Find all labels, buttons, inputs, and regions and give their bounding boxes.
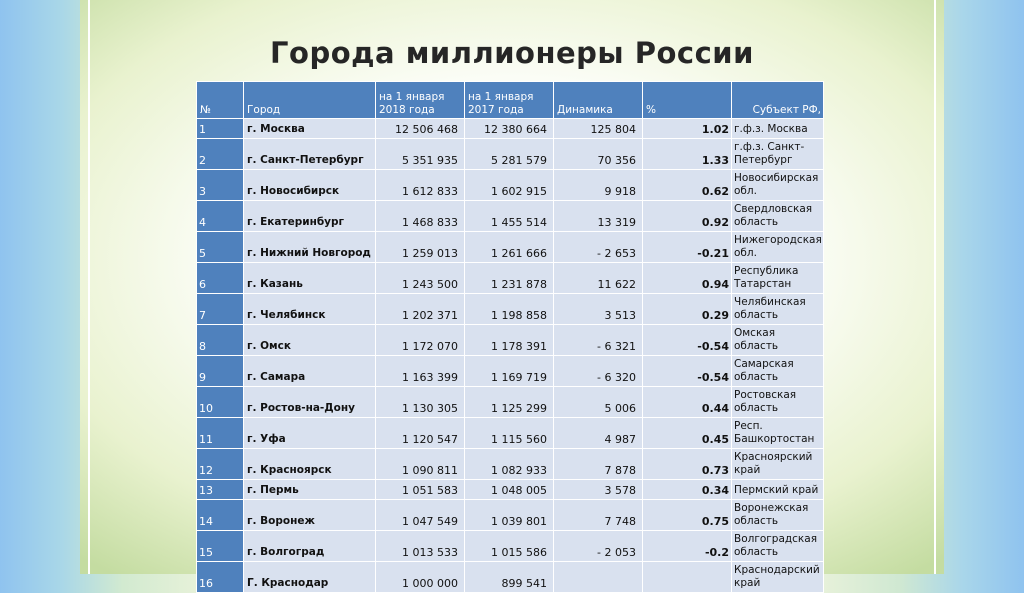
population-2018: 1 612 833 bbox=[376, 170, 465, 201]
row-number: 12 bbox=[197, 449, 244, 480]
federal-subject: Свердловская область bbox=[732, 201, 824, 232]
table-row bbox=[197, 139, 824, 170]
header-pop-2018-line1: на 1 января bbox=[379, 91, 445, 103]
population-2017: 5 281 579 bbox=[465, 139, 554, 170]
row-number: 15 bbox=[197, 531, 244, 562]
population-2018: 1 120 547 bbox=[376, 418, 465, 449]
table-row bbox=[197, 201, 824, 232]
row-number: 16 bbox=[197, 562, 244, 593]
row-number: 6 bbox=[197, 263, 244, 294]
federal-subject: Красноярский край bbox=[732, 449, 824, 480]
city-name: г. Уфа bbox=[244, 418, 376, 449]
table-row bbox=[197, 531, 824, 562]
table-row bbox=[197, 418, 824, 449]
population-2018: 1 259 013 bbox=[376, 232, 465, 263]
row-number: 14 bbox=[197, 500, 244, 531]
population-2017: 1 602 915 bbox=[465, 170, 554, 201]
population-percent bbox=[643, 562, 732, 593]
population-2017: 1 261 666 bbox=[465, 232, 554, 263]
federal-subject: Омская область bbox=[732, 325, 824, 356]
row-number: 2 bbox=[197, 139, 244, 170]
population-percent: 0.29 bbox=[643, 294, 732, 325]
row-number: 1 bbox=[197, 119, 244, 139]
population-dynamics: - 2 053 bbox=[554, 531, 643, 562]
federal-subject: Республика Татарстан bbox=[732, 263, 824, 294]
population-dynamics bbox=[554, 562, 643, 593]
federal-subject: Нижегородская обл. bbox=[732, 232, 824, 263]
population-dynamics: - 6 320 bbox=[554, 356, 643, 387]
population-percent: -0.54 bbox=[643, 356, 732, 387]
federal-subject: г.ф.з. Санкт-Петербург bbox=[732, 139, 824, 170]
city-name: г. Новосибирск bbox=[244, 170, 376, 201]
city-name: г. Челябинск bbox=[244, 294, 376, 325]
population-2017: 1 455 514 bbox=[465, 201, 554, 232]
table-row bbox=[197, 449, 824, 480]
header-subject: Субъект РФ, bbox=[732, 82, 824, 119]
federal-subject: Респ. Башкортостан bbox=[732, 418, 824, 449]
table-row bbox=[197, 480, 824, 500]
header-pop-2017-line2: 2017 года bbox=[468, 104, 524, 116]
population-2017: 1 048 005 bbox=[465, 480, 554, 500]
population-percent: 0.45 bbox=[643, 418, 732, 449]
population-percent: 0.34 bbox=[643, 480, 732, 500]
population-2018: 1 000 000 bbox=[376, 562, 465, 593]
population-dynamics: 5 006 bbox=[554, 387, 643, 418]
city-name: г. Омск bbox=[244, 325, 376, 356]
population-percent: -0.54 bbox=[643, 325, 732, 356]
population-percent: 1.33 bbox=[643, 139, 732, 170]
population-dynamics: 7 748 bbox=[554, 500, 643, 531]
population-percent: -0.21 bbox=[643, 232, 732, 263]
population-2018: 1 202 371 bbox=[376, 294, 465, 325]
federal-subject: Краснодарский край bbox=[732, 562, 824, 593]
population-2017: 1 015 586 bbox=[465, 531, 554, 562]
city-name: Г. Краснодар bbox=[244, 562, 376, 593]
table-row bbox=[197, 232, 824, 263]
slide-title: Города миллионеры России bbox=[270, 36, 754, 70]
city-name: г. Москва bbox=[244, 119, 376, 139]
population-2018: 1 163 399 bbox=[376, 356, 465, 387]
population-2018: 1 243 500 bbox=[376, 263, 465, 294]
table-row bbox=[197, 356, 824, 387]
population-2017: 12 380 664 bbox=[465, 119, 554, 139]
row-number: 5 bbox=[197, 232, 244, 263]
federal-subject: Пермский край bbox=[732, 480, 824, 500]
table-row bbox=[197, 294, 824, 325]
population-dynamics: 11 622 bbox=[554, 263, 643, 294]
city-name: г. Пермь bbox=[244, 480, 376, 500]
federal-subject: Ростовская область bbox=[732, 387, 824, 418]
table-row bbox=[197, 263, 824, 294]
row-number: 10 bbox=[197, 387, 244, 418]
city-name: г. Екатеринбург bbox=[244, 201, 376, 232]
population-dynamics: 125 804 bbox=[554, 119, 643, 139]
population-2017: 1 198 858 bbox=[465, 294, 554, 325]
header-pop-2017 bbox=[465, 82, 554, 119]
city-name: г. Волгоград bbox=[244, 531, 376, 562]
population-dynamics: 13 319 bbox=[554, 201, 643, 232]
population-2017: 1 082 933 bbox=[465, 449, 554, 480]
slide-frame-left bbox=[88, 0, 90, 574]
population-2018: 1 090 811 bbox=[376, 449, 465, 480]
population-percent: 0.94 bbox=[643, 263, 732, 294]
federal-subject: Волгоградская область bbox=[732, 531, 824, 562]
population-2017: 1 039 801 bbox=[465, 500, 554, 531]
population-2018: 1 047 549 bbox=[376, 500, 465, 531]
row-number: 9 bbox=[197, 356, 244, 387]
population-2018: 1 051 583 bbox=[376, 480, 465, 500]
city-name: г. Санкт-Петербург bbox=[244, 139, 376, 170]
federal-subject: г.ф.з. Москва bbox=[732, 119, 824, 139]
population-dynamics: 70 356 bbox=[554, 139, 643, 170]
header-city: Город bbox=[244, 82, 376, 119]
row-number: 11 bbox=[197, 418, 244, 449]
population-2017: 1 231 878 bbox=[465, 263, 554, 294]
city-name: г. Нижний Новгород bbox=[244, 232, 376, 263]
row-number: 13 bbox=[197, 480, 244, 500]
population-percent: -0.2 bbox=[643, 531, 732, 562]
population-2017: 1 125 299 bbox=[465, 387, 554, 418]
table-row bbox=[197, 562, 824, 593]
population-dynamics: 3 513 bbox=[554, 294, 643, 325]
city-name: г. Ростов-на-Дону bbox=[244, 387, 376, 418]
city-name: г. Красноярск bbox=[244, 449, 376, 480]
population-2018: 1 130 305 bbox=[376, 387, 465, 418]
population-dynamics: 9 918 bbox=[554, 170, 643, 201]
population-2018: 1 172 070 bbox=[376, 325, 465, 356]
population-percent: 0.75 bbox=[643, 500, 732, 531]
population-2017: 899 541 bbox=[465, 562, 554, 593]
population-2017: 1 169 719 bbox=[465, 356, 554, 387]
city-name: г. Казань bbox=[244, 263, 376, 294]
population-2017: 1 178 391 bbox=[465, 325, 554, 356]
population-dynamics: 4 987 bbox=[554, 418, 643, 449]
table-row bbox=[197, 325, 824, 356]
table-header-row bbox=[197, 82, 824, 119]
city-name: г. Воронеж bbox=[244, 500, 376, 531]
row-number: 7 bbox=[197, 294, 244, 325]
federal-subject: Новосибирская обл. bbox=[732, 170, 824, 201]
federal-subject: Самарская область bbox=[732, 356, 824, 387]
row-number: 8 bbox=[197, 325, 244, 356]
population-percent: 0.44 bbox=[643, 387, 732, 418]
header-pop-2018 bbox=[376, 82, 465, 119]
city-name: г. Самара bbox=[244, 356, 376, 387]
population-2018: 5 351 935 bbox=[376, 139, 465, 170]
population-dynamics: 7 878 bbox=[554, 449, 643, 480]
table-row bbox=[197, 500, 824, 531]
table-row bbox=[197, 387, 824, 418]
table-row bbox=[197, 119, 824, 139]
population-percent: 1.02 bbox=[643, 119, 732, 139]
population-2018: 1 468 833 bbox=[376, 201, 465, 232]
population-2018: 12 506 468 bbox=[376, 119, 465, 139]
population-dynamics: - 6 321 bbox=[554, 325, 643, 356]
federal-subject: Воронежская область bbox=[732, 500, 824, 531]
federal-subject: Челябинская область bbox=[732, 294, 824, 325]
header-pop-2018-line2: 2018 года bbox=[379, 104, 435, 116]
table-row bbox=[197, 170, 824, 201]
population-percent: 0.92 bbox=[643, 201, 732, 232]
header-pop-2017-line1: на 1 января bbox=[468, 91, 534, 103]
row-number: 3 bbox=[197, 170, 244, 201]
row-number: 4 bbox=[197, 201, 244, 232]
header-dynamics: Динамика bbox=[554, 82, 643, 119]
population-2017: 1 115 560 bbox=[465, 418, 554, 449]
slide-frame-right bbox=[934, 0, 936, 574]
header-percent: % bbox=[643, 82, 732, 119]
population-percent: 0.62 bbox=[643, 170, 732, 201]
population-dynamics: 3 578 bbox=[554, 480, 643, 500]
population-dynamics: - 2 653 bbox=[554, 232, 643, 263]
population-percent: 0.73 bbox=[643, 449, 732, 480]
header-num: № bbox=[197, 82, 244, 119]
population-2018: 1 013 533 bbox=[376, 531, 465, 562]
cities-table bbox=[196, 81, 824, 593]
